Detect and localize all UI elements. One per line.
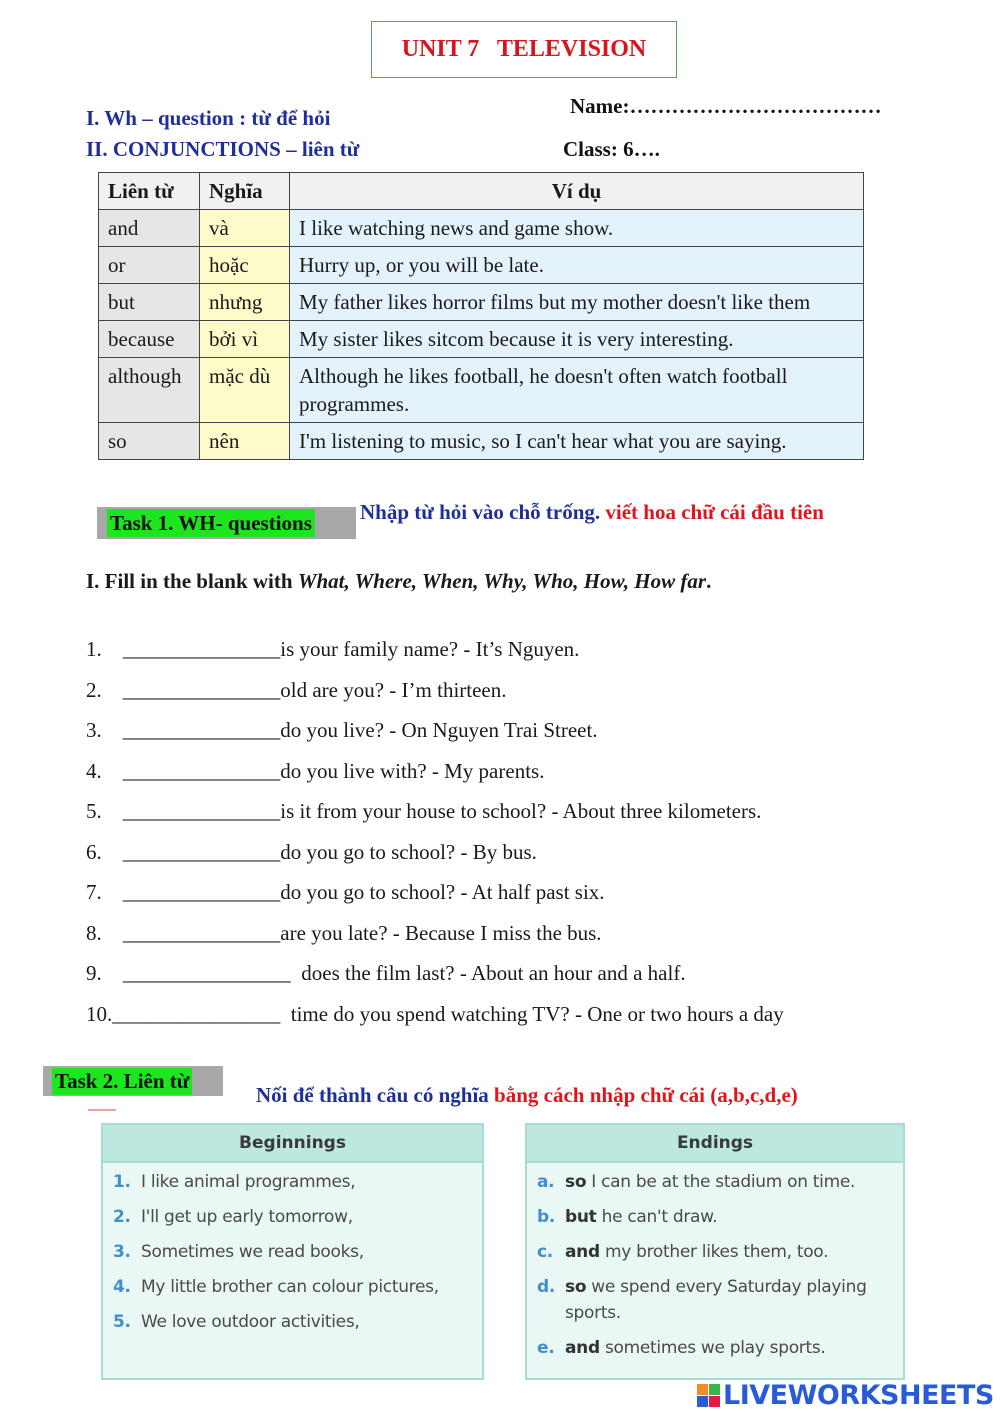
table-row: [99, 210, 864, 247]
endings-title: Endings: [527, 1125, 903, 1163]
endings-box: [525, 1123, 905, 1380]
meaning-cell: nên: [200, 423, 290, 460]
item-letter: e.: [537, 1338, 555, 1358]
meaning-cell: mặc dù: [200, 358, 290, 423]
list-item: [103, 1239, 482, 1265]
item-number: 3.: [113, 1242, 131, 1262]
example-cell: My sister likes sitcom because it is very interesting.: [290, 321, 864, 358]
task2-label-text: Task 2. Liên từ: [52, 1068, 192, 1095]
column-header-example: Ví dụ: [290, 173, 864, 210]
table-row: [99, 284, 864, 321]
item-letter: a.: [537, 1172, 555, 1192]
item-rest: we spend every Saturday playing sports.: [565, 1277, 867, 1323]
question-item[interactable]: 10.________________ time do you spend watching TV? - One or two hours a day: [86, 1002, 784, 1026]
example-cell: Although he likes football, he doesn't often watch football programmes.: [290, 358, 864, 423]
item-text: I'll get up early tomorrow,: [141, 1207, 353, 1227]
question-item[interactable]: 7. _______________do you go to school? - At half past six.: [86, 880, 605, 904]
task2-instruction: [256, 1083, 798, 1108]
column-header-conjunction: Liên từ: [99, 173, 200, 210]
task2-instruction-blue: Nối để thành câu có nghĩa: [256, 1083, 489, 1107]
example-cell: I like watching news and game show.: [290, 210, 864, 247]
table-row: [99, 358, 864, 423]
item-rest: I can be at the stadium on time.: [586, 1172, 856, 1192]
conjunction-cell: although: [99, 358, 200, 423]
item-rest: he can't draw.: [596, 1207, 718, 1227]
beginnings-title: Beginnings: [103, 1125, 482, 1163]
example-cell: I'm listening to music, so I can't hear what you are saying.: [290, 423, 864, 460]
endings-list: [527, 1163, 903, 1361]
table-header-row: [99, 173, 864, 210]
conjunction-cell: or: [99, 247, 200, 284]
list-item: [527, 1274, 903, 1326]
liveworksheets-logo-icon: [697, 1384, 721, 1408]
item-text: We love outdoor activities,: [141, 1312, 360, 1332]
item-letter: b.: [537, 1207, 556, 1227]
conjunction-cell: because: [99, 321, 200, 358]
task1-instruction: [360, 500, 824, 525]
question-item[interactable]: 9. ________________ does the film last? - About an hour and a half.: [86, 961, 686, 985]
meaning-cell: nhưng: [200, 284, 290, 321]
fill-blank-heading-prefix: I. Fill in the blank with: [86, 569, 298, 593]
student-name-field: Name:………………………………: [570, 94, 882, 118]
list-item: [103, 1274, 482, 1300]
task1-label-text: Task 1. WH- questions: [107, 509, 315, 537]
item-number: 2.: [113, 1207, 131, 1227]
item-text: My little brother can colour pictures,: [141, 1277, 439, 1297]
liveworksheets-logo: [697, 1380, 994, 1411]
meaning-cell: và: [200, 210, 290, 247]
item-rest: my brother likes them, too.: [599, 1242, 829, 1262]
item-text: Sometimes we read books,: [141, 1242, 364, 1262]
task1-label: [97, 507, 356, 539]
item-number: 4.: [113, 1277, 131, 1297]
item-conjunction: and: [565, 1242, 600, 1262]
question-item[interactable]: 6. _______________do you go to school? - By bus.: [86, 840, 537, 864]
question-item[interactable]: 4. _______________do you live with? - My parents.: [86, 759, 545, 783]
item-text: [565, 1204, 717, 1230]
conjunction-cell: but: [99, 284, 200, 321]
column-header-meaning: Nghĩa: [200, 173, 290, 210]
liveworksheets-logo-text: LIVEWORKSHEETS: [723, 1380, 994, 1411]
conjunctions-table: [98, 172, 864, 460]
item-text: [565, 1239, 828, 1265]
list-item: [103, 1309, 482, 1335]
list-item: [527, 1239, 903, 1265]
section-heading-conjunctions: II. CONJUNCTIONS – liên từ: [86, 137, 360, 161]
item-conjunction: so: [565, 1172, 587, 1192]
question-item[interactable]: 3. _______________do you live? - On Nguyen Trai Street.: [86, 718, 598, 742]
conjunction-cell: so: [99, 423, 200, 460]
list-item: [527, 1169, 903, 1195]
item-letter: d.: [537, 1277, 556, 1297]
question-item[interactable]: 2. _______________old are you? - I’m thirteen.: [86, 678, 507, 702]
item-conjunction: and: [565, 1338, 600, 1358]
table-row: [99, 423, 864, 460]
item-number: 1.: [113, 1172, 131, 1192]
item-text: I like animal programmes,: [141, 1172, 356, 1192]
question-item[interactable]: 8. _______________are you late? - Because I miss the bus.: [86, 921, 602, 945]
fill-blank-heading-suffix: .: [706, 569, 712, 593]
example-cell: Hurry up, or you will be late.: [290, 247, 864, 284]
section-heading-wh-question: I. Wh – question : từ để hỏi: [86, 106, 331, 130]
task2-label: [43, 1066, 223, 1096]
item-conjunction: so: [565, 1277, 587, 1297]
task2-instruction-red: bằng cách nhập chữ cái (a,b,c,d,e): [494, 1083, 798, 1107]
item-text: [565, 1274, 875, 1326]
list-item: [527, 1335, 903, 1361]
question-item[interactable]: 1. _______________is your family name? - It’s Nguyen.: [86, 637, 580, 661]
example-cell: My father likes horror films but my mother doesn't like them: [290, 284, 864, 321]
list-item: [527, 1204, 903, 1230]
table-row: [99, 247, 864, 284]
question-item[interactable]: 5. _______________is it from your house to school? - About three kilometers.: [86, 799, 762, 823]
table-row: [99, 321, 864, 358]
item-rest: sometimes we play sports.: [599, 1338, 826, 1358]
task1-instruction-red: viết hoa chữ cái đầu tiên: [605, 500, 824, 524]
beginnings-box: [101, 1123, 484, 1380]
student-class-field: Class: 6….: [563, 137, 660, 161]
beginnings-list: [103, 1163, 482, 1335]
item-conjunction: but: [565, 1207, 597, 1227]
list-item: [103, 1204, 482, 1230]
decorative-dash: [88, 1109, 116, 1111]
list-item: [103, 1169, 482, 1195]
page-title: UNIT 7 TELEVISION: [371, 21, 677, 78]
task1-instruction-blue: Nhập từ hỏi vào chỗ trống.: [360, 500, 601, 524]
fill-blank-heading-words: What, Where, When, Why, Who, How, How far: [297, 569, 707, 593]
meaning-cell: bởi vì: [200, 321, 290, 358]
fill-blank-heading: [86, 569, 711, 594]
conjunction-cell: and: [99, 210, 200, 247]
item-number: 5.: [113, 1312, 131, 1332]
item-letter: c.: [537, 1242, 553, 1262]
item-text: [565, 1335, 826, 1361]
meaning-cell: hoặc: [200, 247, 290, 284]
item-text: [565, 1169, 855, 1195]
